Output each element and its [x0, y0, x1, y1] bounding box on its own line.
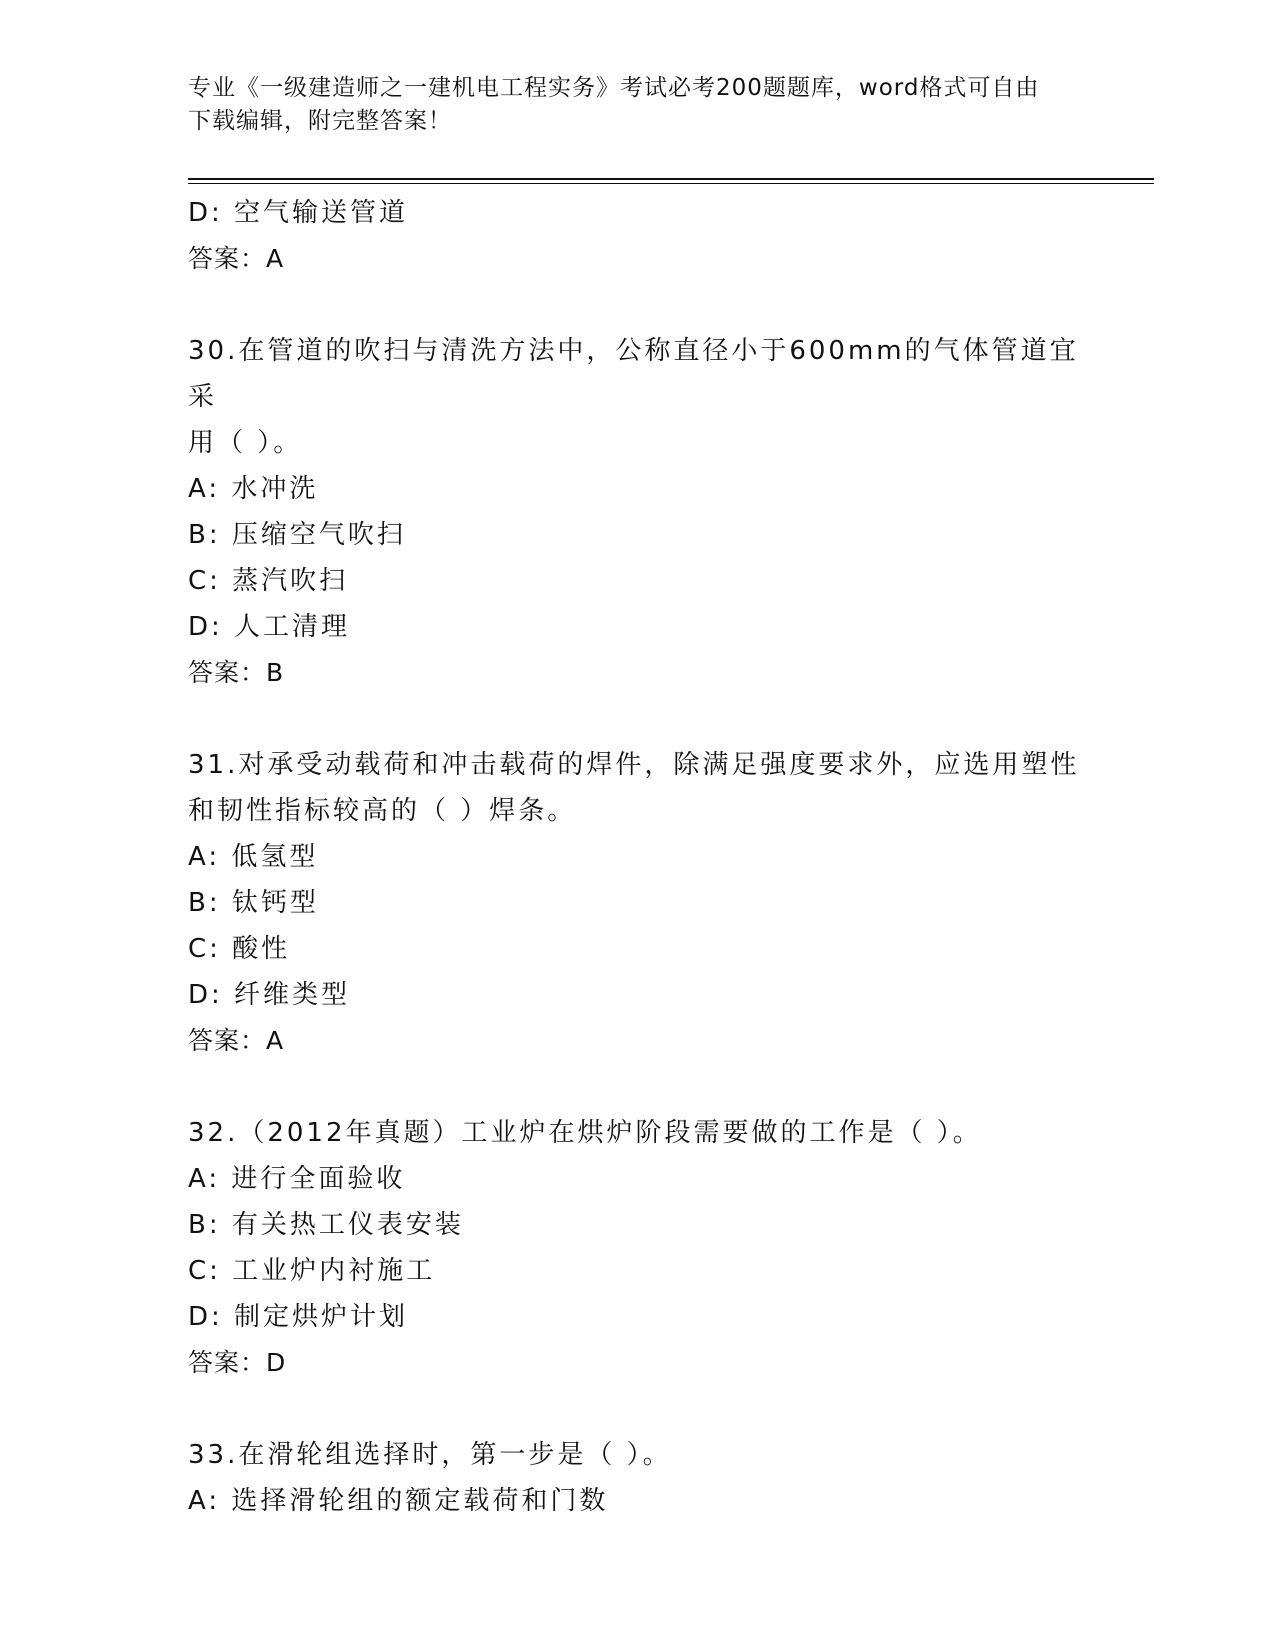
- option-a: A: 选择滑轮组的额定载荷和门数: [188, 1486, 609, 1516]
- option-c: C: 蒸汽吹扫: [188, 566, 349, 596]
- option-d: D: 人工清理: [188, 612, 351, 642]
- option-b: B: 钛钙型: [188, 888, 319, 918]
- spacer: [188, 1386, 1088, 1432]
- question-stem: 32.（2012年真题）工业炉在烘炉阶段需要做的工作是（ ）。: [188, 1118, 982, 1148]
- header-line-2: 下载编辑，附完整答案！: [188, 108, 452, 134]
- question-stem: 33.在滑轮组选择时，第一步是（ ）。: [188, 1440, 672, 1470]
- answer: 答案：B: [188, 658, 285, 687]
- question-30: [188, 328, 1088, 696]
- answer: 答案：A: [188, 1026, 285, 1055]
- header-rule-thick: [188, 178, 1154, 180]
- header-rule-thin: [188, 183, 1154, 184]
- spacer: [188, 282, 1088, 328]
- option-c: C: 酸性: [188, 934, 291, 964]
- document-header: [188, 72, 1068, 138]
- question-stem: 31.对承受动载荷和冲击载荷的焊件，除满足强度要求外，应选用塑性: [188, 750, 1080, 780]
- option-d: D: 制定烘炉计划: [188, 1302, 409, 1332]
- question-stem-cont: 用（ ）。: [188, 428, 303, 458]
- spacer: [188, 696, 1088, 742]
- option-d: D: 纤维类型: [188, 980, 351, 1010]
- question-stem-cont: 和韧性指标较高的（ ）焊条。: [188, 796, 577, 826]
- option-a: A: 低氢型: [188, 842, 319, 872]
- answer: 答案：D: [188, 1348, 287, 1377]
- option-a: A: 水冲洗: [188, 474, 319, 504]
- spacer: [188, 1064, 1088, 1110]
- option-b: B: 有关热工仪表安装: [188, 1210, 464, 1240]
- question-stem: 30.在管道的吹扫与清洗方法中，公称直径小于600mm的气体管道宜采: [188, 336, 1079, 412]
- question-33: [188, 1432, 1088, 1524]
- question-32: [188, 1110, 1088, 1386]
- answer: 答案：A: [188, 244, 285, 273]
- option-a: A: 进行全面验收: [188, 1164, 406, 1194]
- question-31: [188, 742, 1088, 1064]
- option-c: C: 工业炉内衬施工: [188, 1256, 436, 1286]
- question-list: [188, 190, 1088, 1524]
- option-d: D: 空气输送管道: [188, 198, 409, 228]
- header-line-1: 专业《一级建造师之一建机电工程实务》考试必考200题题库，word格式可自由: [188, 75, 1040, 101]
- option-b: B: 压缩空气吹扫: [188, 520, 406, 550]
